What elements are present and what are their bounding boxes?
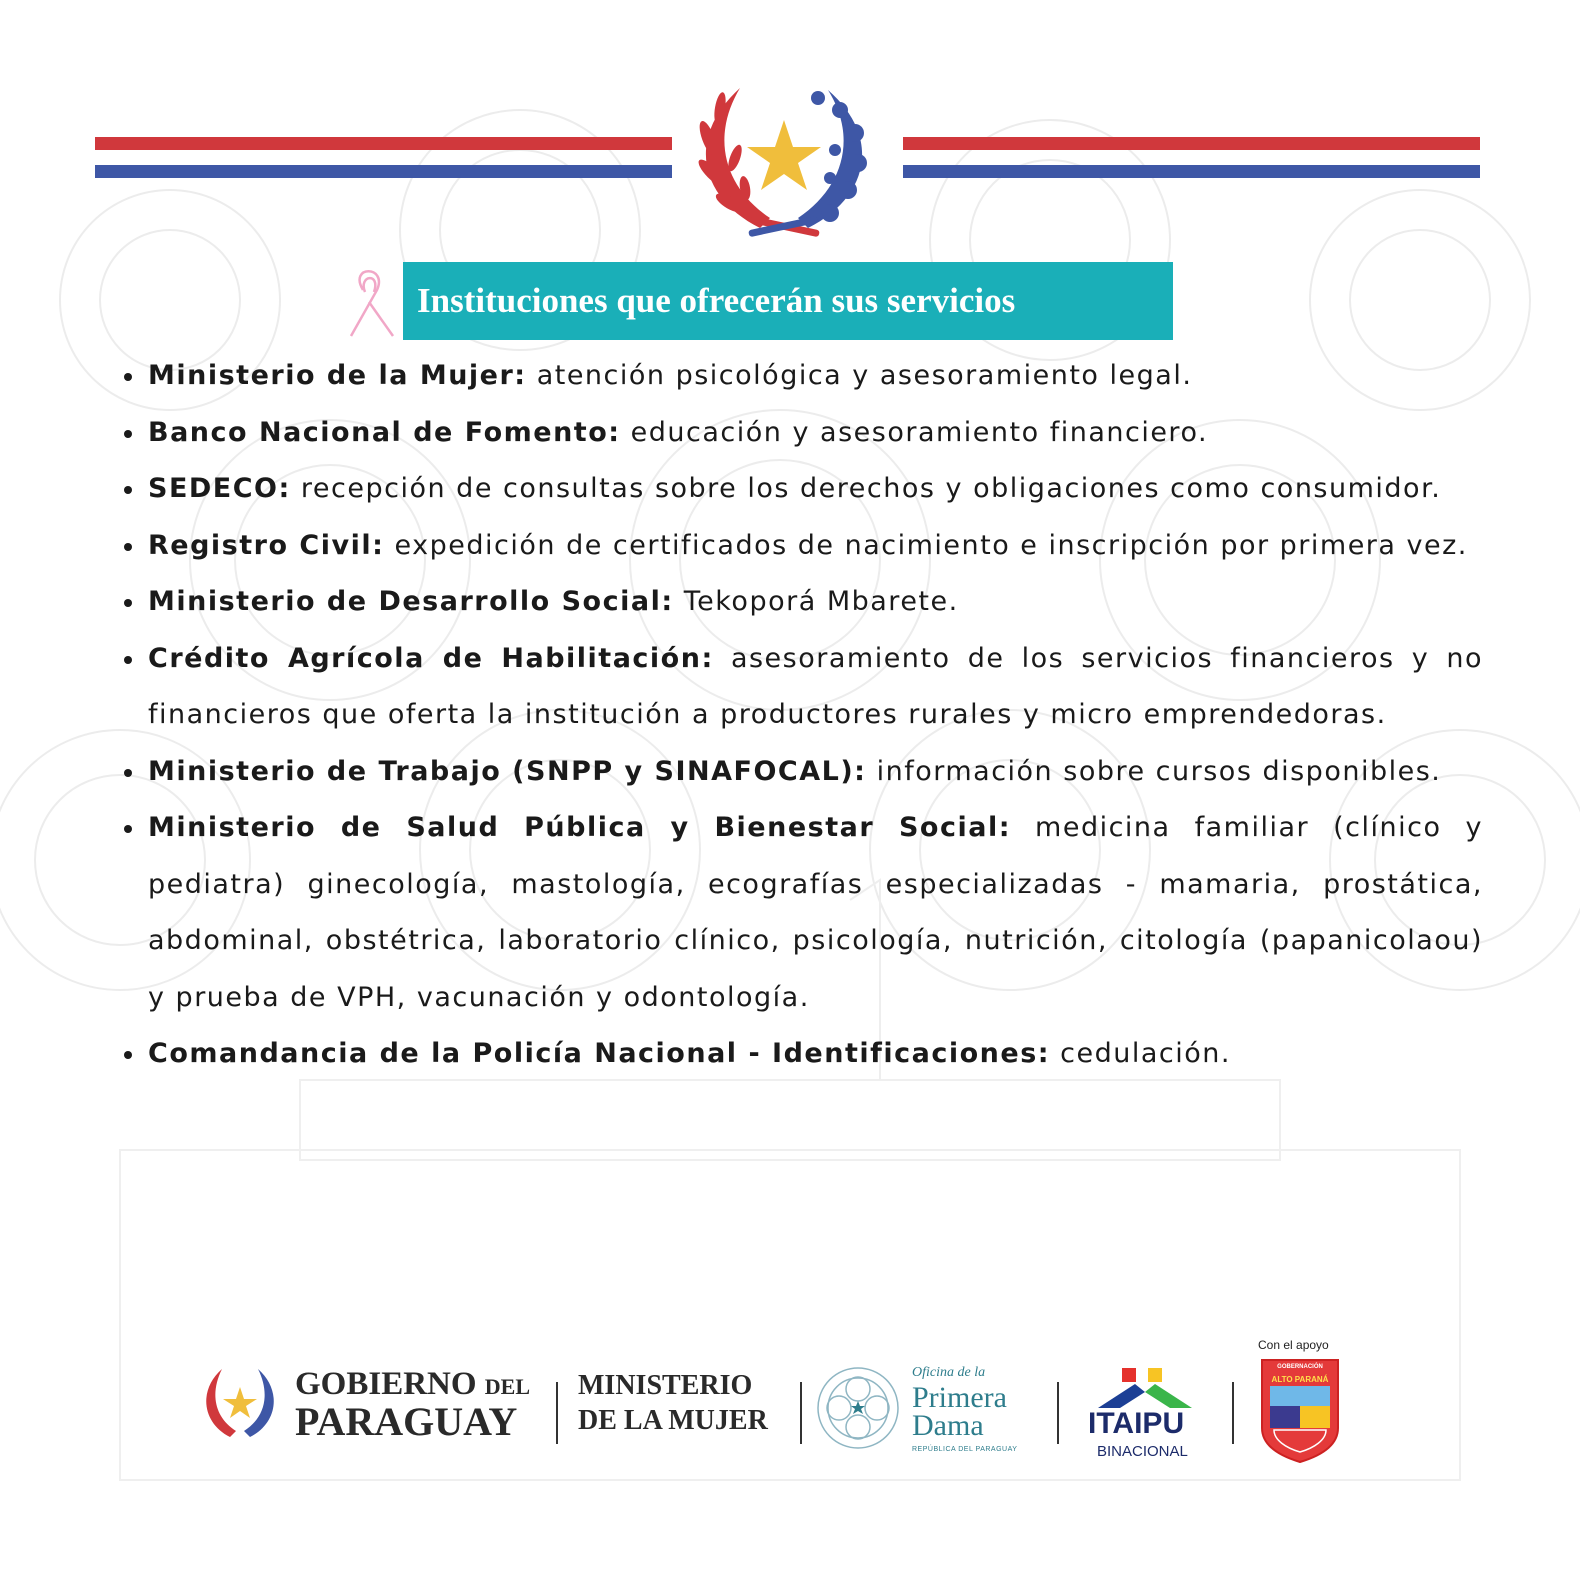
institution-name: SEDECO: [148,473,291,504]
list-item [148,1026,1483,1083]
pink-ribbon-icon [343,260,401,340]
service-description: medicina familiar (clínico y pediatra) ginecología, mastología, ecografías especializadas - mamaria, prostática, abdominal, obstétrica, laboratorio clínico, psicología, nutrición, citología (papanicolaou) y prueba de VPH, vacunación y odontología. [148,812,1483,1013]
support-label: Con el apoyo [1258,1338,1329,1352]
ministry-line2: DE LA MUJER [578,1405,768,1436]
institution-name: Comandancia de la Policía Nacional - Identificaciones: [148,1038,1051,1069]
ministry-line1: MINISTERIO [578,1370,753,1401]
national-seal-icon [690,78,878,240]
service-description: atención psicológica y asesoramiento legal. [536,360,1193,391]
service-description: cedulación. [1060,1038,1231,1069]
gov-line1: GOBIERNO DEL [295,1366,531,1402]
flag-stripe-red-left [95,137,672,150]
government-seal-icon [200,1365,280,1441]
service-description: Tekoporá Mbarete. [683,586,959,617]
footer-separator [1232,1382,1234,1444]
alto-parana-shield-icon [1260,1358,1340,1464]
shield-text-line1: GOBERNACIÓN [1277,1364,1323,1370]
institution-name: Ministerio de la Mujer: [148,360,527,391]
pd-line1: Primera [912,1381,1007,1414]
service-description: asesoramiento de los servicios financieros y no financieros que oferta la institución a productores rurales y micro emprendedoras. [148,642,1483,730]
services-list [148,348,1483,1083]
institution-name: Registro Civil: [148,529,385,561]
institution-name: Ministerio de Salud Pública y Bienestar Social: [148,812,1012,843]
service-description: educación y asesoramiento financiero. [630,416,1209,448]
footer-separator [800,1382,802,1444]
section-title-banner [403,262,1173,340]
itaipu-text: ITAIPU [1088,1407,1185,1440]
flag-stripe-blue-right [903,165,1480,178]
institution-name: Ministerio de Desarrollo Social: [148,586,674,617]
service-description: recepción de consultas sobre los derechos y obligaciones como consumidor. [300,473,1442,504]
service-description: expedición de certificados de nacimiento e inscripción por primera vez. [394,529,1468,561]
list-item [148,631,1483,744]
institution-name: Crédito Agrícola de Habilitación: [148,642,714,674]
list-item [148,744,1483,801]
footer-separator [556,1382,558,1444]
service-description: información sobre cursos disponibles. [876,755,1442,787]
list-item [148,574,1483,631]
itaipu-logo-icon [1090,1368,1200,1408]
flag-stripe-red-right [903,137,1480,150]
list-item [148,518,1483,575]
list-item [148,405,1483,462]
institution-name: Banco Nacional de Fomento: [148,416,621,448]
pd-tiny-text: REPÚBLICA DEL PARAGUAY [912,1446,1018,1453]
section-title: Instituciones que ofrecerán sus servicios [417,281,1016,320]
primera-dama-emblem-icon [815,1365,901,1451]
list-item [148,800,1483,1026]
gov-line2: PARAGUAY [295,1399,518,1444]
itaipu-sub-text: BINACIONAL [1097,1443,1188,1460]
list-item [148,461,1483,518]
list-item [148,348,1483,405]
shield-text-line2: ALTO PARANÁ [1271,1375,1329,1384]
pd-line2: Dama [912,1409,984,1442]
pd-small-text: Oficina de la [912,1365,986,1380]
flag-stripe-blue-left [95,165,672,178]
institution-name: Ministerio de Trabajo (SNPP y SINAFOCAL): [148,755,867,787]
gov-del: DEL [484,1374,531,1399]
footer-separator [1057,1382,1059,1444]
